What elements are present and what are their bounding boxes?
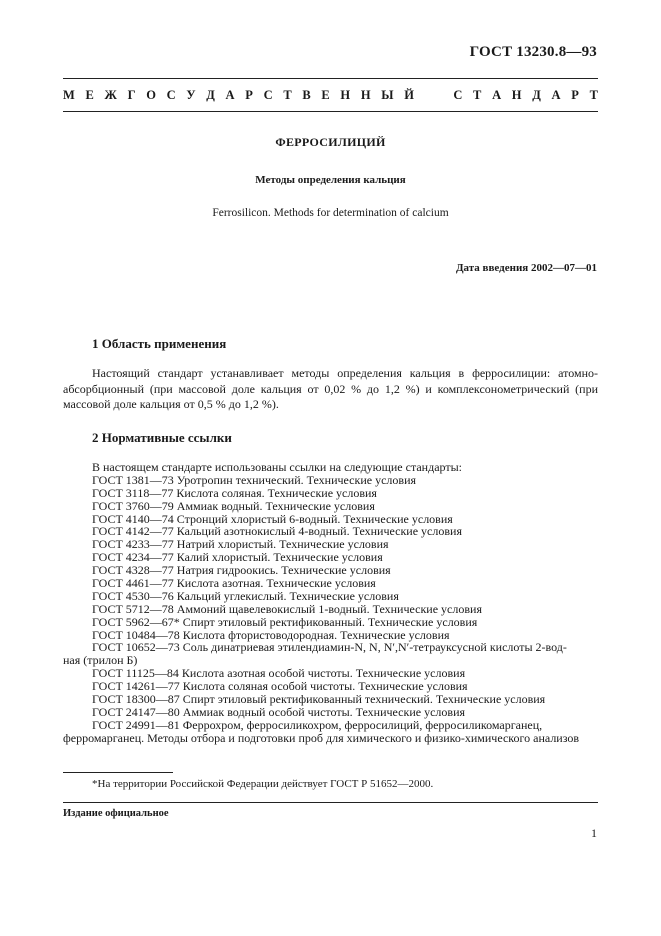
- reference-item: ГОСТ 5712—78 Аммоний щавелевокислый 1-водный. Технические условия: [92, 601, 482, 616]
- section-2-heading: 2 Нормативные ссылки: [92, 430, 232, 445]
- reference-text: ГОСТ 24991—81 Феррохром, ферросиликохром, ферросилиций, ферросиликомарганец,: [92, 717, 543, 732]
- reference-item: ГОСТ 4142—77 Кальций азотнокислый 4-водный. Технические условия: [92, 524, 462, 539]
- banner-letter: С: [453, 88, 463, 102]
- reference-item: ГОСТ 4530—76 Кальций углекислый. Технические условия: [92, 588, 399, 603]
- banner-letter: Е: [321, 88, 330, 102]
- reference-item: ГОСТ 11125—84 Кислота азотная особой чистоты. Технические условия: [92, 666, 466, 681]
- banner-letter: Г: [127, 88, 136, 102]
- section-1-text: Настоящий стандарт устанавливает методы определения кальция в ферросилиции: атомно-абсорбционный (при массовой доле кальция от 0,02 % до 1,2 %) и комплексонометрический (при массовой доле кальция от 0,5 % до 1,2 %).: [63, 366, 598, 411]
- banner-letter: Н: [511, 88, 522, 102]
- banner-letter: В: [302, 88, 311, 102]
- reference-item: ГОСТ 14261—77 Кислота соляная особой чистоты. Технические условия: [92, 679, 468, 694]
- reference-item: ГОСТ 18300—87 Спирт этиловый ректификованный технический. Технические условия: [92, 692, 546, 707]
- banner-letter: Й: [404, 88, 414, 102]
- banner-letter: У: [186, 88, 196, 102]
- banner-letter: А: [225, 88, 235, 102]
- banner-letter: А: [492, 88, 502, 102]
- reference-item: [63, 641, 598, 667]
- reference-item: [63, 719, 598, 745]
- banner-letter: Д: [532, 88, 541, 102]
- footnote-rule: [63, 772, 173, 773]
- header-rule-top: [63, 78, 598, 79]
- banner-letter: Д: [206, 88, 215, 102]
- banner-letter: Ы: [381, 88, 394, 102]
- reference-item: ГОСТ 10484—78 Кислота фтористоводородная. Технические условия: [92, 627, 450, 642]
- banner-letter: А: [551, 88, 561, 102]
- page-number: 1: [591, 826, 597, 840]
- reference-item: ГОСТ 24147—80 Аммиак водный особой чистоты. Технические условия: [92, 704, 466, 719]
- document-code: ГОСТ 13230.8—93: [469, 44, 597, 60]
- reference-item: ГОСТ 1381—73 Уротропин технический. Технические условия: [92, 472, 417, 487]
- banner-letter: Т: [283, 88, 292, 102]
- footnote: *На территории Российской Федерации действует ГОСТ Р 51652—2000.: [92, 778, 434, 790]
- reference-item: ГОСТ 4234—77 Калий хлористый. Технические условия: [92, 550, 383, 565]
- references-intro: В настоящем стандарте использованы ссылки на следующие стандарты:: [92, 460, 463, 474]
- reference-continuation: ферромарганец. Методы отбора и подготовки проб для химического и физико-химического анализов: [63, 730, 580, 745]
- document-title: ФЕРРОСИЛИЦИЙ: [275, 135, 386, 149]
- banner-letter: С: [166, 88, 176, 102]
- banner-letter: Е: [85, 88, 94, 102]
- document-subtitle: Методы определения кальция: [255, 174, 406, 186]
- official-edition-label: Издание официальное: [63, 808, 169, 819]
- reference-item: ГОСТ 3118—77 Кислота соляная. Технические условия: [92, 485, 377, 500]
- standard-banner: [63, 88, 598, 103]
- banner-letter: О: [146, 88, 156, 102]
- banner-letter: Н: [360, 88, 371, 102]
- header-rule-bottom: [63, 111, 598, 112]
- banner-letter: Т: [589, 88, 598, 102]
- reference-item: ГОСТ 4461—77 Кислота азотная. Технические условия: [92, 576, 376, 591]
- banner-gap: [425, 88, 443, 103]
- banner-letter: Н: [340, 88, 351, 102]
- banner-letter: М: [63, 88, 75, 102]
- english-title: Ferrosilicon. Methods for determination of calcium: [212, 207, 449, 219]
- banner-letter: Т: [473, 88, 482, 102]
- reference-item: ГОСТ 4328—77 Натрия гидроокись. Технические условия: [92, 563, 391, 578]
- intro-date: Дата введения 2002—07—01: [455, 262, 597, 274]
- references-list: [63, 461, 598, 745]
- reference-text: ГОСТ 10652—73 Соль динатриевая этилендиамин-N, N, N′,N′-тетрауксусной кислоты 2-вод-: [92, 640, 567, 655]
- footer-rule: [63, 802, 598, 803]
- reference-item: ГОСТ 3760—79 Аммиак водный. Технические условия: [92, 498, 375, 513]
- banner-letter: Ж: [104, 88, 117, 102]
- reference-item: ГОСТ 4140—74 Стронций хлористый 6-водный. Технические условия: [92, 511, 453, 526]
- banner-letter: С: [263, 88, 273, 102]
- section-1-heading: 1 Область применения: [92, 336, 227, 351]
- reference-continuation: ная (трилон Б): [63, 653, 138, 668]
- reference-item: ГОСТ 4233—77 Натрий хлористый. Технические условия: [92, 537, 389, 552]
- banner-letter: Р: [245, 88, 253, 102]
- reference-item: ГОСТ 5962—67* Спирт этиловый ректификованный. Технические условия: [92, 614, 478, 629]
- banner-letter: Р: [571, 88, 579, 102]
